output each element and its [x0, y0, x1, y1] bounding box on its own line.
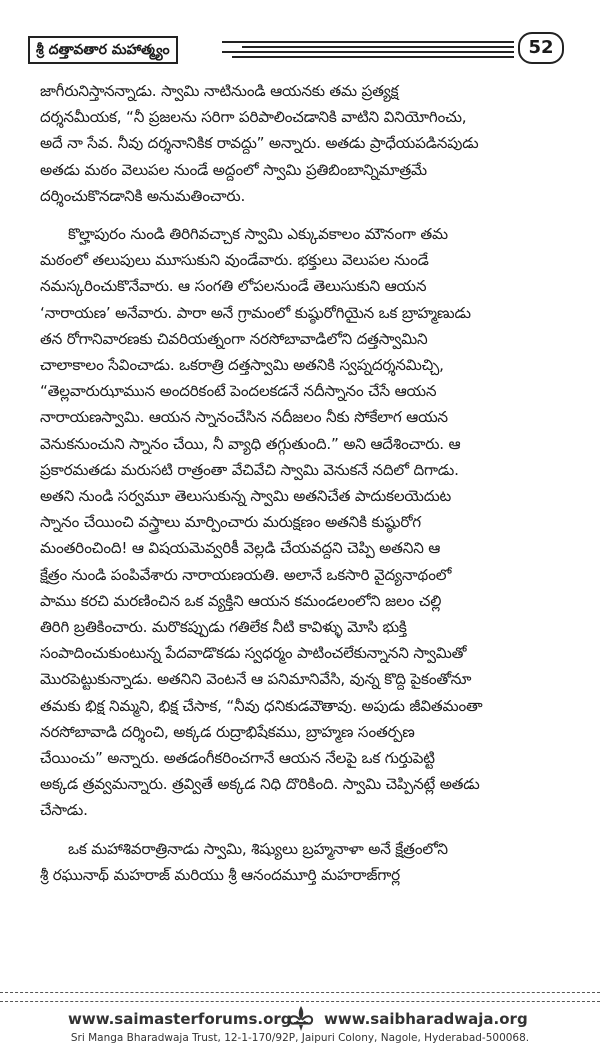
text-line: తమకు భిక్ష నిమ్మని, భిక్ష చేసాక, “నీవు ధనికుడవౌతావు. అపుడు జీవితమంతా	[40, 696, 483, 715]
footer-separator	[0, 992, 600, 1002]
text-line: తన రోగానివారణకు చివరియత్నంగా నరసోబావాడిలోని దత్తస్వామిని	[40, 329, 428, 348]
text-line: నమస్కరించుకొనేవారు. ఆ సంగతి లోపలనుండే తెలుసుకుని ఆయన	[40, 277, 427, 296]
book-title: శ్రీ దత్తావతార మహాత్మ్యం	[28, 36, 178, 64]
footer-link-saibharadwaja[interactable]: www.saibharadwaja.org	[324, 1010, 528, 1028]
header-rules-decoration	[222, 41, 514, 57]
paragraph	[40, 221, 560, 824]
text-line: మొరపెట్టుకున్నాడు. అతనిని వెంటనే ఆ పనిమానివేసి, వున్న కొద్ది పైకంతోనూ	[40, 670, 472, 689]
fleur-de-lis-icon	[285, 1004, 317, 1032]
text-line: చేసాడు.	[40, 801, 88, 820]
text-line: “తెల్లవారుఝామున అందరికంటే పెందలకడనే నదీస్నానం చేసే ఆయన	[40, 382, 437, 401]
text-line: ‘నారాయణ’ అనేవారు. పారా అనే గ్రామంలో కుష్ఠురోగియైన ఒక బ్రాహ్మణుడు	[40, 303, 471, 322]
page-number: 52	[518, 32, 564, 64]
text-line: స్నానం చేయించి వస్త్రాలు మార్పించారు మరుక్షణం అతనికి కుష్ఠురోగ	[40, 513, 421, 532]
text-line: పాము కరచి మరణించిన ఒక వ్యక్తిని ఆయన కమండలంలోని జలం చల్లి	[40, 591, 442, 610]
text-line: నారాయణస్వామి. ఆయన స్నానంచేసిన నదీజలం నీకు సోకేలాగ ఆయన	[40, 408, 448, 427]
text-line: అతడు మఠం వెలుపల నుండే అద్దంలో స్వామి ప్రతిబింబాన్నిమాత్రమే	[40, 160, 427, 179]
paragraph	[40, 78, 560, 209]
text-line: సంపాదించుకుంటున్న పేదవాడొకడు స్వధర్మం పాటించలేకున్నానని స్వామితో	[40, 644, 467, 663]
text-line: దర్శించుకొనడానికి అనుమతించారు.	[40, 186, 246, 205]
text-line: శ్రీ రఘునాథ్ మహరాజ్ మరియు శ్రీ ఆనందమూర్తి మహరాజ్‌గార్ల	[40, 865, 400, 884]
footer-link-saimasterforums[interactable]: www.saimasterforums.org	[68, 1010, 292, 1028]
text-line: తిరిగి బ్రతికించారు. మరొకప్పుడు గతిలేక నీటి కావిళ్ళు మోసి భుక్తి	[40, 618, 407, 637]
paragraph	[40, 836, 560, 888]
text-line: అతని నుండి సర్వమూ తెలుసుకున్న స్వామి అతనిచేత పాదుకలయెదుట	[40, 487, 452, 506]
text-line: కొల్హాపురం నుండి తిరిగివచ్చాక స్వామి ఎక్కువకాలం మౌనంగా తమ	[68, 225, 448, 244]
text-line: ఒక మహాశివరాత్రినాడు స్వామి, శిష్యులు బ్రహ్మనాళా అనే క్షేత్రంలోని	[68, 839, 448, 858]
page-header	[0, 36, 600, 66]
trust-address: Sri Manga Bharadwaja Trust, 12-1-170/92P, Jaipuri Colony, Nagole, Hyderabad-500068.	[70, 1032, 530, 1044]
text-line: క్షేత్రం నుండి పంపివేశారు నారాయణయతి. అలానే ఒకసారి వైద్యనాథంలో	[40, 565, 452, 584]
text-line: ప్రకారమతడు మరుసటి రాత్రంతా వేచివేచి స్వామి వెనుకనే నదిలో దిగాడు.	[40, 460, 459, 479]
text-line: చేయించు” అన్నారు. అతడంగీకరించగానే ఆయన నేలపై ఒక గుర్తుపెట్టి	[40, 749, 435, 768]
text-line: నరసోబావాడి దర్శించి, అక్కడ రుద్రాభిషేకము, బ్రాహ్మణ సంతర్పణ	[40, 722, 415, 741]
text-line: జాగీరునిస్తానన్నాడు. స్వామి నాటినుండి ఆయనకు తమ ప్రత్యక్ష	[40, 82, 399, 100]
page-body	[40, 78, 560, 900]
text-line: చాలాకాలం సేవించాడు. ఒకరాత్రి దత్తస్వామి అతనికి స్వప్నదర్శనమిచ్చి,	[40, 356, 444, 375]
text-line: అదే నా సేవ. నీవు దర్శనానికిక రావద్దు” అన్నారు. అతడు ప్రాధేయపడినపుడు	[40, 134, 479, 153]
page-footer	[0, 992, 600, 1058]
text-line: మంతరించింది! ఆ విషయమెవ్వరికీ వెల్లడి చేయవద్దని చెప్పి అతనిని ఆ	[40, 539, 441, 558]
text-line: దర్శనమీయక, “నీ ప్రజలను సరిగా పరిపాలించడానికి వాటిని వినియోగించు,	[40, 108, 467, 127]
text-line: మఠంలో తలుపులు మూసుకుని వుండేవారు. భక్తులు వెలుపల నుండే	[40, 251, 429, 270]
text-line: అక్కడ త్రవ్వమన్నారు. త్రవ్వితే అక్కడ నిధి దొరికింది. స్వామి చెప్పినట్లే అతడు	[40, 775, 480, 794]
text-line: వెనుకనుంచుని స్నానం చేయి, నీ వ్యాధి తగ్గుతుంది.” అని ఆదేశించారు. ఆ	[40, 434, 461, 453]
